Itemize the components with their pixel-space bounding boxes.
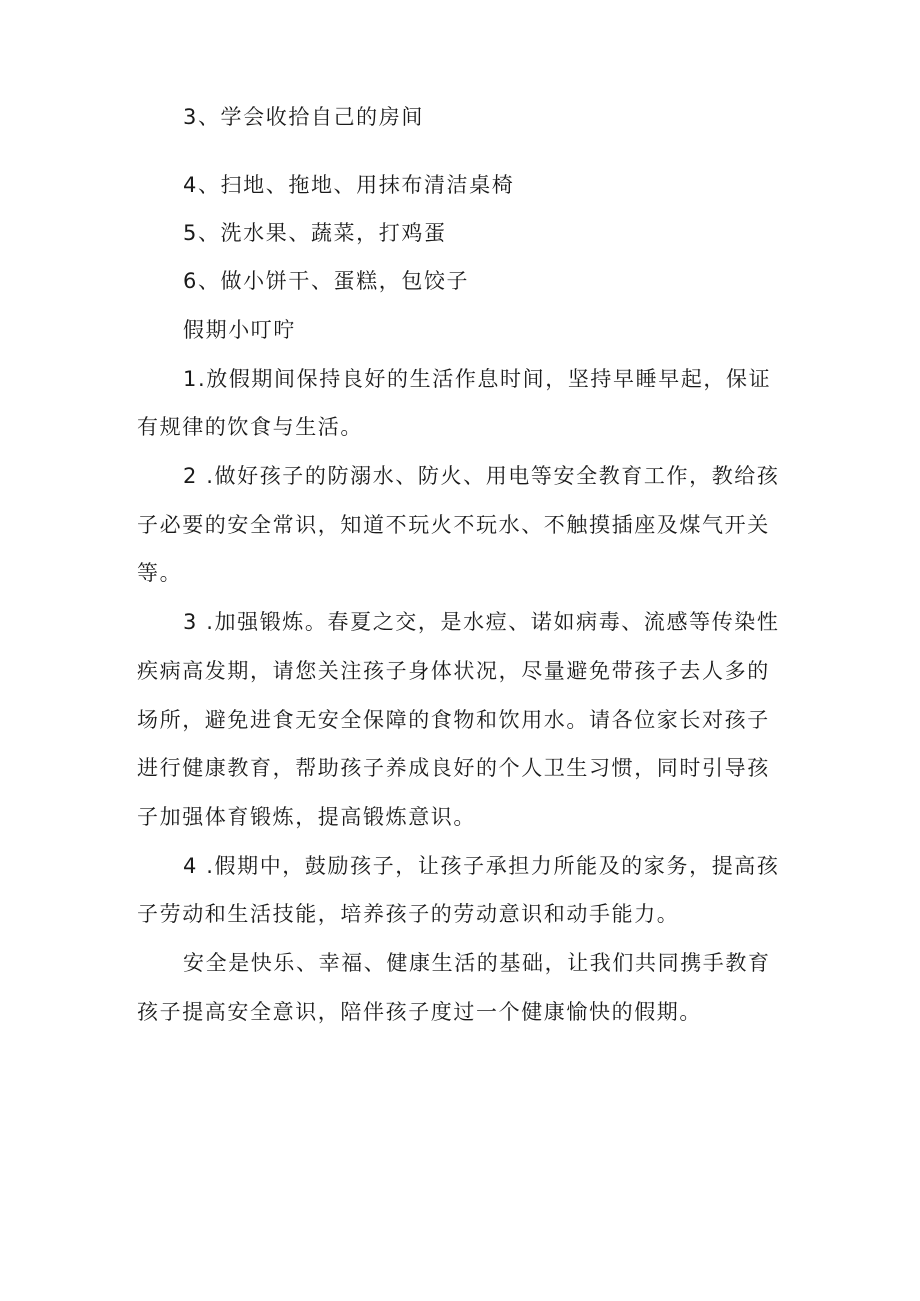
paragraph-line: 子劳动和生活技能，培养孩子的劳动意识和动手能力。 bbox=[137, 902, 680, 926]
paragraph-line: 子加强体育锻炼，提高锻炼意识。 bbox=[137, 805, 476, 829]
list-item: 3、学会收拾自己的房间 bbox=[183, 105, 424, 129]
paragraph-line: 4 .假期中，鼓励孩子，让孩子承担力所能及的家务，提高孩 bbox=[183, 854, 780, 878]
paragraph-line: 等。 bbox=[137, 561, 183, 585]
paragraph-line: 1.放假期间保持良好的生活作息时间，坚持早睡早起，保证 bbox=[183, 367, 772, 391]
list-item: 6、做小饼干、蛋糕，包饺子 bbox=[183, 269, 470, 293]
list-item: 4、扫地、拖地、用抹布清洁桌椅 bbox=[183, 173, 515, 197]
paragraph-line: 疾病高发期，请您关注孩子身体状况，尽量避免带孩子去人多的 bbox=[137, 659, 770, 683]
paragraph-line: 场所，避免进食无安全保障的食物和饮用水。请各位家长对孩子 bbox=[137, 708, 770, 732]
paragraph-line: 2 .做好孩子的防溺水、防火、用电等安全教育工作，教给孩 bbox=[183, 464, 780, 488]
closing-line: 安全是快乐、幸福、健康生活的基础，让我们共同携手教育 bbox=[183, 951, 771, 975]
list-item: 5、洗水果、蔬菜，打鸡蛋 bbox=[183, 221, 447, 245]
closing-line: 孩子提高安全意识，陪伴孩子度过一个健康愉快的假期。 bbox=[137, 1000, 702, 1024]
section-title: 假期小叮咛 bbox=[183, 318, 296, 342]
paragraph-line: 进行健康教育，帮助孩子养成良好的个人卫生习惯，同时引导孩 bbox=[137, 756, 770, 780]
paragraph-line: 3 .加强锻炼。春夏之交，是水痘、诺如病毒、流感等传染性 bbox=[183, 610, 780, 634]
paragraph-line: 子必要的安全常识，知道不玩火不玩水、不触摸插座及煤气开关 bbox=[137, 513, 770, 537]
paragraph-line: 有规律的饮食与生活。 bbox=[137, 415, 363, 439]
